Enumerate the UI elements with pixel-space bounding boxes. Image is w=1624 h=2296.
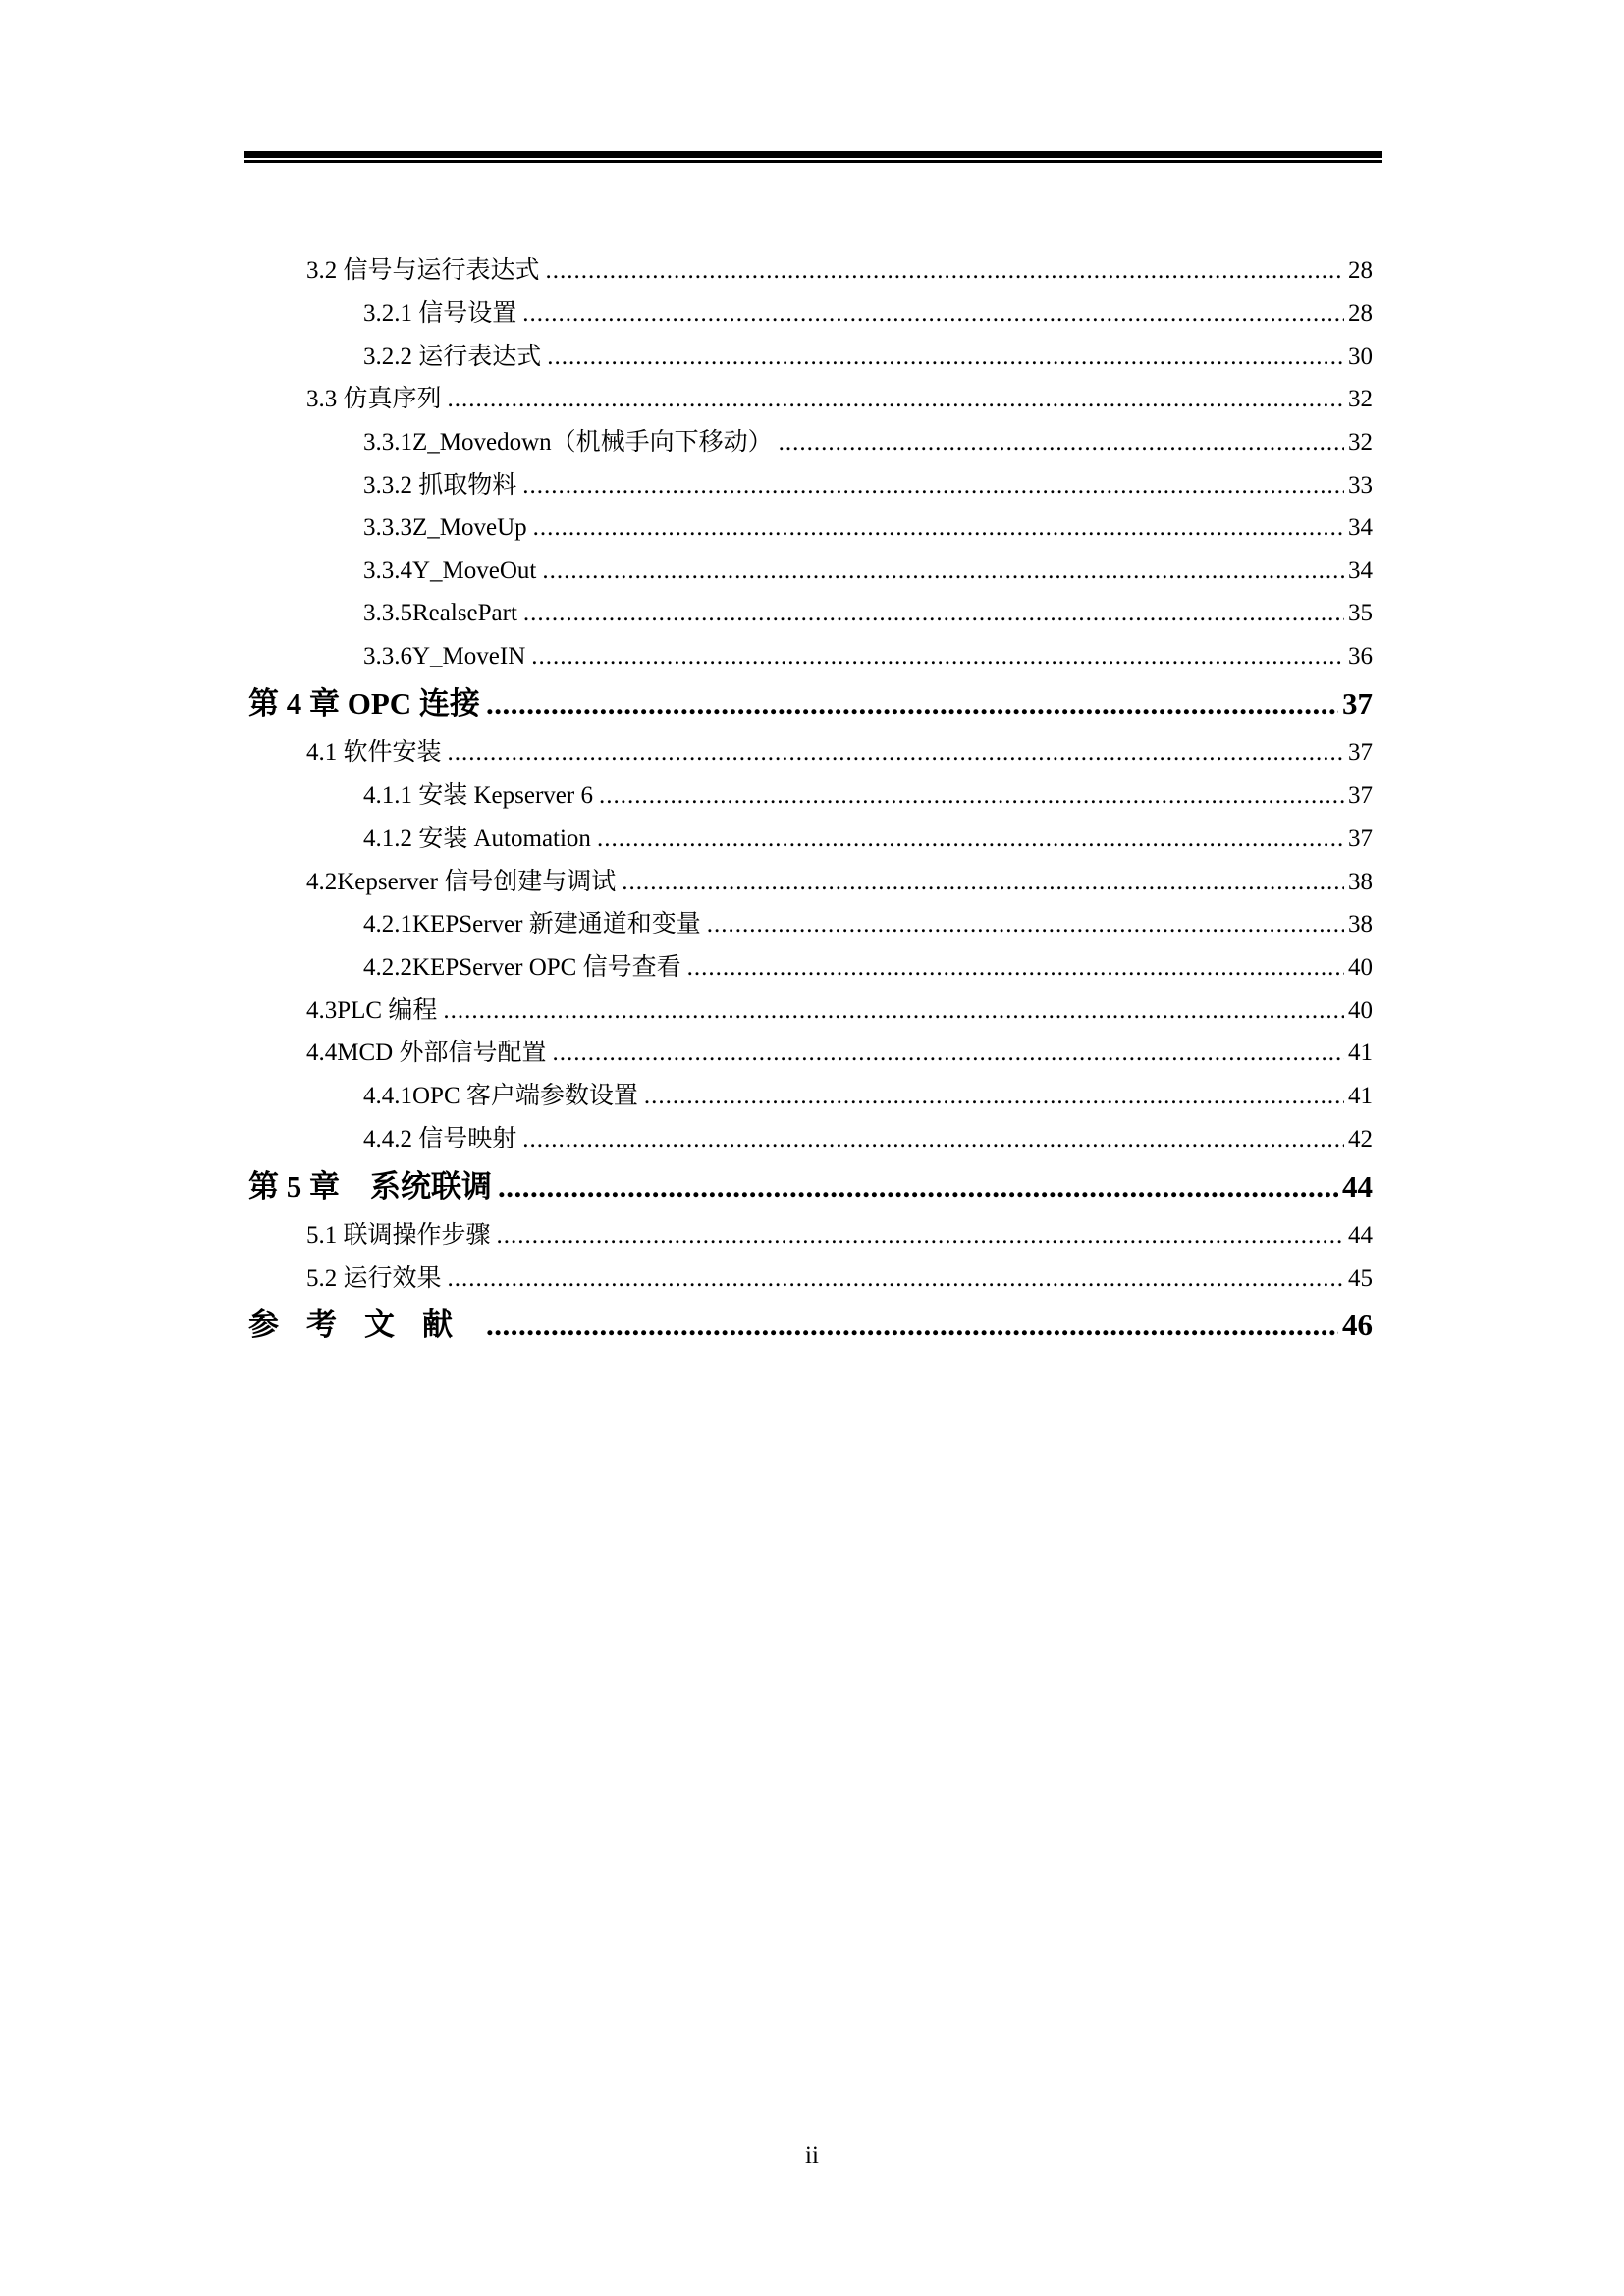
toc-entry-label: 5.1 联调操作步骤 (306, 1222, 491, 1249)
toc-entry[interactable] (363, 341, 1373, 374)
toc-entry-label: 3.3.1Z_Movedown（机械手向下移动） (363, 429, 773, 455)
dot-leader (443, 994, 1344, 1028)
dot-leader (552, 1037, 1344, 1070)
dot-leader (448, 383, 1344, 416)
toc-entry-label: 4.3PLC 编程 (306, 997, 438, 1024)
toc-entry[interactable] (363, 555, 1373, 588)
dot-leader (523, 597, 1344, 630)
dot-leader (498, 1167, 1338, 1206)
dot-leader (533, 511, 1344, 545)
toc-entry-page: 34 (1348, 514, 1373, 541)
dot-leader (497, 1219, 1344, 1253)
toc-entry-label: 4.2.2KEPServer OPC 信号查看 (363, 954, 681, 981)
toc-entry[interactable] (306, 866, 1373, 899)
toc-entry-page: 36 (1348, 643, 1373, 669)
toc-entry[interactable] (306, 1262, 1373, 1296)
dot-leader (547, 341, 1344, 374)
dot-leader (486, 684, 1338, 723)
toc-entry-page: 42 (1348, 1126, 1373, 1152)
dot-leader (622, 866, 1344, 899)
toc-entry-page: 28 (1348, 257, 1373, 284)
dot-leader (779, 426, 1344, 459)
toc-entry-page: 38 (1348, 869, 1373, 895)
toc-entry[interactable] (306, 994, 1373, 1028)
toc-entry[interactable] (306, 736, 1373, 770)
toc-entry-label: 3.2.2 运行表达式 (363, 344, 542, 370)
toc-entry-label: 3.3.3Z_MoveUp (363, 514, 527, 541)
toc-chapter-entry[interactable] (248, 684, 1373, 723)
dot-leader (644, 1080, 1344, 1113)
toc-entry-page: 37 (1348, 782, 1373, 809)
dot-leader (522, 297, 1344, 331)
toc-entry-label: 参考文献 (248, 1308, 480, 1342)
toc-entry-page: 37 (1348, 826, 1373, 852)
toc-entry-page: 30 (1348, 344, 1373, 370)
toc-entry-label: 4.1.2 安装 Automation (363, 826, 591, 852)
toc-entry-label: 5.2 运行效果 (306, 1265, 442, 1292)
toc-entry-page: 32 (1348, 429, 1373, 455)
toc-entry[interactable] (363, 823, 1373, 856)
dot-leader (486, 1306, 1338, 1345)
toc-entry-page: 34 (1348, 558, 1373, 584)
toc-entry[interactable] (306, 383, 1373, 416)
toc-entry-page: 46 (1342, 1308, 1373, 1342)
toc-entry-page: 41 (1348, 1040, 1373, 1066)
toc-entry[interactable] (363, 426, 1373, 459)
toc-entry-label: 4.2Kepserver 信号创建与调试 (306, 869, 617, 895)
toc-entry-label: 3.3.4Y_MoveOut (363, 558, 537, 584)
toc-entry-page: 38 (1348, 911, 1373, 937)
toc-entry[interactable] (363, 1080, 1373, 1113)
toc-entry[interactable] (363, 908, 1373, 941)
toc-entry-label: 4.4.2 信号映射 (363, 1126, 517, 1152)
toc-entry-page: 40 (1348, 997, 1373, 1024)
toc-chapter-entry[interactable] (248, 1167, 1373, 1206)
toc-entry-page: 28 (1348, 300, 1373, 327)
toc-entry[interactable] (306, 1219, 1373, 1253)
header-rule-thick (244, 151, 1382, 158)
dot-leader (599, 779, 1344, 813)
toc-entry-page: 41 (1348, 1083, 1373, 1109)
dot-leader (531, 640, 1344, 673)
toc-entry-page: 37 (1342, 686, 1373, 721)
dot-leader (448, 736, 1344, 770)
toc-entry[interactable] (363, 951, 1373, 985)
toc-entry[interactable] (306, 1037, 1373, 1070)
header-rule-thin (244, 160, 1382, 163)
toc-entry-label: 3.3.5RealsePart (363, 600, 517, 626)
toc-entry-label: 3.3.6Y_MoveIN (363, 643, 526, 669)
toc-entry[interactable] (363, 469, 1373, 503)
dot-leader (707, 908, 1344, 941)
dot-leader (542, 555, 1344, 588)
toc-entry-label: 4.1.1 安装 Kepserver 6 (363, 782, 593, 809)
dot-leader (448, 1262, 1344, 1296)
toc-entry-label: 3.3.2 抓取物料 (363, 472, 517, 499)
toc-entry[interactable] (363, 297, 1373, 331)
toc-entry-label: 3.2.1 信号设置 (363, 300, 517, 327)
toc-entry-page: 45 (1348, 1265, 1373, 1292)
toc-entry-label: 4.4MCD 外部信号配置 (306, 1040, 547, 1066)
toc-entry-label: 第 4 章 OPC 连接 (248, 686, 480, 721)
toc-entry-page: 35 (1348, 600, 1373, 626)
toc-entry-label: 第 5 章 系统联调 (248, 1169, 492, 1203)
dot-leader (522, 469, 1344, 503)
toc-entry-page: 44 (1348, 1222, 1373, 1249)
toc-chapter-entry[interactable] (248, 1306, 1373, 1345)
toc-entry-page: 44 (1342, 1169, 1373, 1203)
dot-leader (687, 951, 1344, 985)
toc-entry[interactable] (363, 1123, 1373, 1156)
toc-entry-page: 40 (1348, 954, 1373, 981)
dot-leader (522, 1123, 1344, 1156)
page-number: ii (805, 2142, 819, 2168)
toc-entry-page: 32 (1348, 386, 1373, 412)
toc-entry-label: 3.2 信号与运行表达式 (306, 257, 540, 284)
toc-entry-label: 4.4.1OPC 客户端参数设置 (363, 1083, 638, 1109)
toc-entry[interactable] (363, 779, 1373, 813)
toc-entry-label: 3.3 仿真序列 (306, 386, 442, 412)
dot-leader (597, 823, 1344, 856)
toc-entry[interactable] (306, 254, 1373, 288)
toc-entry-label: 4.2.1KEPServer 新建通道和变量 (363, 911, 701, 937)
toc-entry-page: 33 (1348, 472, 1373, 499)
toc-entry-page: 37 (1348, 739, 1373, 766)
toc-entry-label: 4.1 软件安装 (306, 739, 442, 766)
toc-entry[interactable] (363, 511, 1373, 545)
toc-entry[interactable] (363, 640, 1373, 673)
toc-entry[interactable] (363, 597, 1373, 630)
dot-leader (546, 254, 1344, 288)
